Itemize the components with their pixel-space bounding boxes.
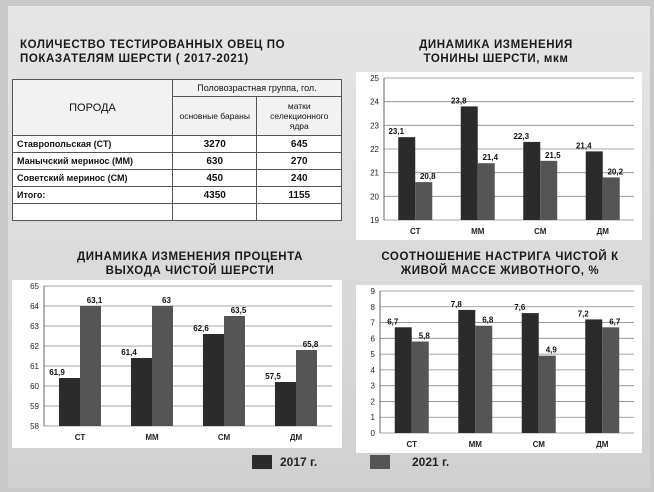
bar-2017-ДМ [585, 319, 602, 433]
y-tick-label: 60 [30, 382, 39, 391]
legend-2021 [370, 455, 449, 469]
y-tick-label: 58 [30, 422, 39, 431]
empty-cell [13, 204, 173, 221]
data-label: 21,5 [544, 150, 561, 160]
chart-title-fineness: ДИНАМИКА ИЗМЕНЕНИЯ ТОНИНЫ ШЕРСТИ, мкм [419, 39, 573, 65]
data-label: 65,8 [302, 340, 319, 349]
row-rams: 450 [172, 170, 257, 187]
table-title: КОЛИЧЕСТВО ТЕСТИРОВАННЫХ ОВЕЦ ПО ПОКАЗАТЕЛЯМ ШЕРСТИ ( 2017-2021) [20, 39, 286, 65]
y-tick-label: 62 [30, 342, 39, 351]
data-label: 63,1 [86, 296, 103, 305]
data-label: 57,5 [265, 372, 281, 381]
bar-2021-ММ [152, 306, 173, 426]
yield-chart [12, 280, 342, 448]
data-label: 22,3 [513, 131, 530, 141]
data-label: 21,4 [482, 153, 499, 163]
bar-2017-СМ [203, 334, 224, 426]
x-tick-label: СМ [217, 433, 231, 442]
legend-2017 [252, 455, 317, 469]
row-ewes: 645 [257, 136, 342, 153]
y-tick-label: 24 [370, 97, 379, 107]
y-tick-label: 19 [370, 216, 379, 225]
bar-2021-СМ [224, 316, 245, 426]
data-label: 7,6 [514, 303, 526, 313]
bar-2021-СТ [412, 341, 429, 433]
y-tick-label: 6 [370, 334, 375, 344]
x-tick-label: ДМ [596, 440, 609, 449]
x-tick-label: ММ [468, 440, 482, 449]
bar-2021-ДМ [603, 177, 620, 220]
col-ewes-header: матки селекционного ядра [257, 97, 342, 136]
y-tick-label: 59 [30, 402, 39, 411]
data-label: 6,7 [609, 317, 621, 327]
row-ewes: 240 [257, 170, 342, 187]
bar-2021-ММ [475, 326, 492, 433]
data-label: 63,5 [230, 306, 247, 315]
bar-2017-ММ [458, 310, 475, 433]
legend-swatch-2021 [370, 455, 390, 469]
y-tick-label: 1 [370, 413, 375, 423]
x-tick-label: ММ [471, 227, 485, 236]
y-tick-label: 22 [370, 145, 379, 154]
data-label: 7,8 [450, 299, 462, 309]
data-label: 61,9 [49, 368, 65, 377]
bar-2017-ДМ [586, 151, 603, 220]
y-tick-label: 9 [370, 287, 375, 296]
bar-2021-ДМ [602, 327, 619, 433]
bar-2017-СТ [59, 378, 80, 426]
x-tick-label: СТ [74, 433, 86, 442]
x-tick-label: СМ [532, 440, 545, 449]
bar-2021-ДМ [296, 350, 317, 426]
col-rams-header: основные бараны [172, 97, 257, 136]
row-breed: Ставропольская (СТ) [13, 136, 173, 153]
bar-2017-СМ [523, 142, 540, 220]
table-row [13, 153, 342, 170]
breeds-table [12, 79, 342, 221]
bar-2017-СТ [395, 327, 412, 433]
data-label: 21,4 [575, 141, 592, 151]
y-tick-label: 20 [370, 192, 379, 202]
y-tick-label: 0 [370, 429, 375, 438]
y-tick-label: 64 [30, 302, 39, 311]
x-tick-label: СМ [534, 227, 547, 236]
chart-title-ratio: СООТНОШЕНИЕ НАСТРИГА ЧИСТОЙ К ЖИВОЙ МАССЕ ЖИВОТНОГО, % [381, 251, 619, 277]
y-tick-label: 3 [370, 381, 375, 391]
y-tick-label: 23 [370, 121, 379, 131]
bar-2021-ММ [478, 163, 495, 220]
x-tick-label: ММ [145, 433, 159, 442]
data-label: 23,1 [388, 127, 405, 137]
data-label: 61,4 [121, 348, 137, 357]
y-tick-label: 25 [370, 74, 379, 83]
bar-2021-СМ [539, 356, 556, 433]
empty-cell [172, 204, 257, 221]
chart-title-yield: ДИНАМИКА ИЗМЕНЕНИЯ ПРОЦЕНТА ВЫХОДА ЧИСТОЙ ШЕРСТИ [76, 251, 304, 277]
data-label: 20,8 [419, 172, 436, 182]
data-label: 62,6 [193, 324, 209, 333]
x-tick-label: ДМ [596, 227, 609, 236]
y-tick-label: 61 [30, 362, 39, 371]
ratio-chart [356, 285, 642, 453]
row-ewes: 270 [257, 153, 342, 170]
data-label: 20,2 [607, 167, 624, 177]
y-tick-label: 5 [370, 350, 375, 360]
row-rams: 4350 [172, 187, 257, 204]
bar-2017-СМ [522, 313, 539, 433]
fineness-chart [356, 72, 642, 240]
row-breed: Советский меринос (СМ) [13, 170, 173, 187]
chart-panel-fineness [356, 72, 642, 240]
y-tick-label: 8 [370, 302, 375, 312]
x-tick-label: ДМ [289, 433, 303, 442]
row-breed: Итого: [13, 187, 173, 204]
bar-2017-ММ [131, 358, 152, 426]
row-rams: 630 [172, 153, 257, 170]
y-tick-label: 2 [370, 397, 375, 407]
y-tick-label: 21 [370, 168, 379, 178]
data-label: 5,8 [418, 331, 430, 341]
bar-2021-СТ [415, 182, 432, 220]
empty-cell [257, 204, 342, 221]
legend-label-2017: 2017 г. [280, 455, 318, 469]
data-label: 23,8 [450, 96, 467, 106]
data-label: 4,9 [545, 345, 557, 355]
bar-2021-СТ [80, 306, 101, 426]
data-label: 63 [162, 296, 171, 305]
y-tick-label: 4 [370, 365, 375, 375]
bar-2017-ДМ [275, 382, 296, 426]
data-label: 6,7 [387, 317, 399, 327]
col-breed-header: ПОРОДА [13, 80, 173, 136]
row-ewes: 1155 [257, 187, 342, 204]
row-breed: Манычский меринос (ММ) [13, 153, 173, 170]
bar-2021-СМ [540, 161, 557, 220]
table-row-empty [13, 204, 342, 221]
table-row [13, 170, 342, 187]
x-tick-label: СТ [406, 440, 417, 449]
bar-2017-СТ [398, 137, 415, 220]
table-row [13, 187, 342, 204]
col-group-header: Половозрастная группа, гол. [172, 80, 341, 97]
y-tick-label: 7 [370, 318, 375, 328]
data-label: 6,8 [482, 315, 494, 325]
chart-panel-ratio [356, 285, 642, 453]
legend-label-2021: 2021 г. [412, 455, 450, 469]
legend-swatch-2017 [252, 455, 272, 469]
x-tick-label: СТ [410, 227, 421, 236]
row-rams: 3270 [172, 136, 257, 153]
chart-panel-yield [12, 280, 342, 448]
table-row [13, 136, 342, 153]
bar-2017-ММ [461, 106, 478, 220]
y-tick-label: 65 [30, 282, 39, 291]
y-tick-label: 63 [30, 322, 39, 331]
data-label: 7,2 [577, 309, 589, 319]
